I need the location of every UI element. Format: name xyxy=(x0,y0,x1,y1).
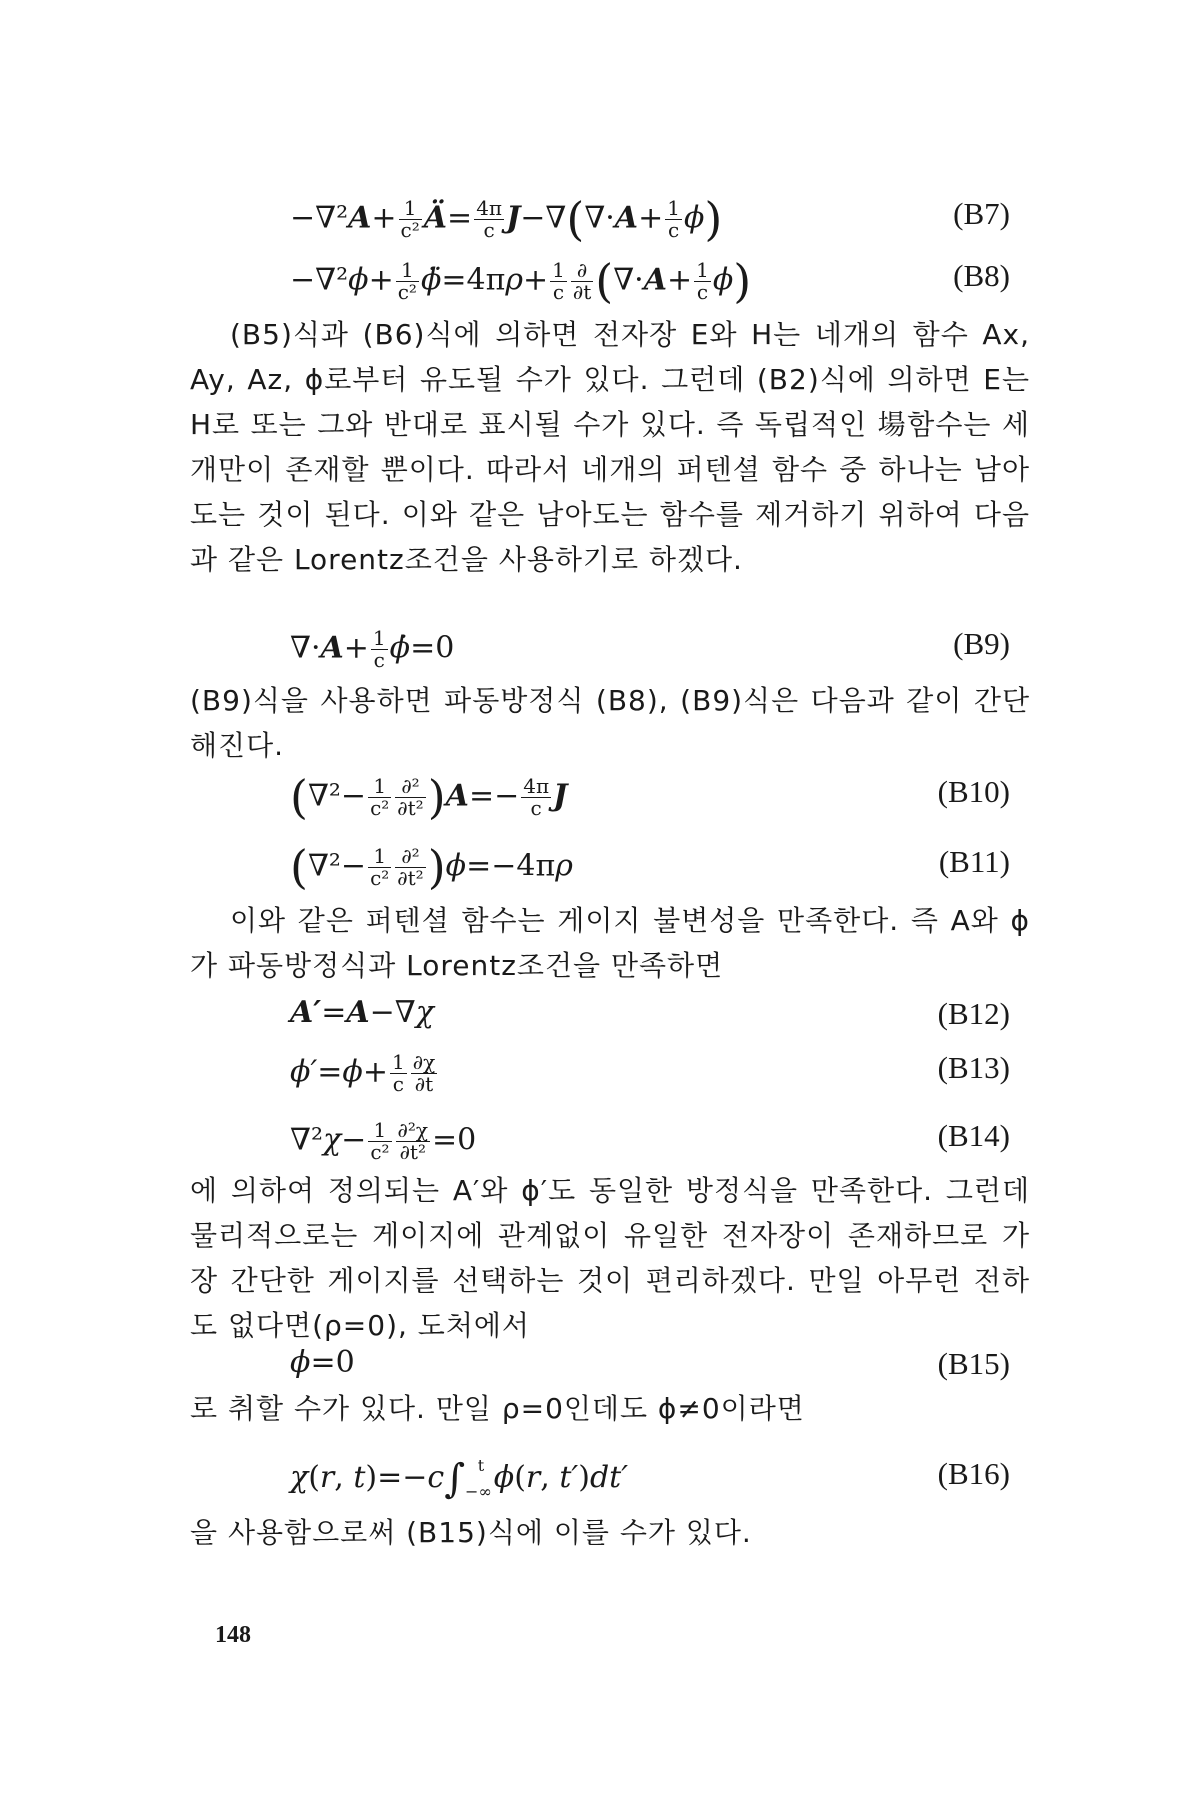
equation-b8-expression: −∇²ϕ+ $\frac{1}{\text{c²}}$ ϕ̈=4πρ+ $\frac{1}{c}$ $\frac{\partial}{\partial t}$ (∇·A+ $\frac{1}{c}$ ϕ) xyxy=(290,254,752,309)
equation-b14-number: (B14) xyxy=(937,1118,1010,1153)
paragraph-5: 로 취할 수가 있다. 만일 ρ=0인데도 ϕ≠0이라면 xyxy=(190,1392,805,1425)
equation-b11-expression: (∇²− $\frac{1}{\text{c²}}$ $\frac{\text{∂²}}{\text{∂t²}}$ )ϕ=−4πρ xyxy=(290,840,573,895)
paragraph-2: (B9)식을 사용하면 파동방정식 (B8), (B9)식은 다음과 같이 간단해진다. xyxy=(190,684,1030,762)
equation-b15-number: (B15) xyxy=(937,1346,1010,1381)
equation-b14-expression: ∇²χ− $\frac{1}{\text{c²}}$ $\frac{\text{∂²χ}}{\text{∂t²}}$ =0 xyxy=(290,1118,477,1164)
equation-b7-expression: −∇²A+ $\frac{1}{\text{c²}}$ Ä= $\frac{4\pi}{c}$ J−∇(∇·A+ $\frac{1}{c}$ ϕ) xyxy=(290,192,723,247)
equation-b13-expression: ϕ′=ϕ+ $\frac{1}{c}$ $\frac{\partial\chi}{\partial t}$ xyxy=(290,1050,436,1096)
equation-b16-expression: χ(r, $t)=-c\int_{-\infty}^t$ ϕ(r, t′)dt′ xyxy=(290,1456,629,1502)
equation-b9-expression: ∇·A+ $\frac{1}{c}$ ϕ̇=0 xyxy=(290,626,455,672)
paragraph-6: 을 사용함으로써 (B15)식에 이를 수가 있다. xyxy=(190,1516,752,1549)
paragraph-3: 이와 같은 퍼텐셜 함수는 게이지 불변성을 만족한다. 즉 A와 ϕ가 파동방정식과 Lorentz조건을 만족하면 xyxy=(190,904,1030,982)
equation-b12-expression: A′=A−∇χ xyxy=(290,995,434,1030)
equation-b10-number: (B10) xyxy=(937,774,1010,809)
equation-b10-expression: (∇²− $\frac{1}{\text{c²}}$ $\frac{\text{∂²}}{\text{∂t²}}$ )A=− $\frac{4\pi}{c}$ J xyxy=(290,770,568,825)
equation-b16-number: (B16) xyxy=(937,1456,1010,1491)
equation-b8-number: (B8) xyxy=(953,258,1010,293)
equation-b11-number: (B11) xyxy=(938,844,1010,879)
equation-b7-number: (B7) xyxy=(953,196,1010,231)
equation-b13-number: (B13) xyxy=(937,1050,1010,1085)
equation-b12-number: (B12) xyxy=(937,996,1010,1031)
page-number: 148 xyxy=(215,1622,251,1648)
equation-b15-expression: ϕ=0 xyxy=(290,1345,355,1380)
equation-b9-number: (B9) xyxy=(953,626,1010,661)
paragraph-1: (B5)식과 (B6)식에 의하면 전자장 E와 H는 네개의 함수 Ax, Ay, Az, ϕ로부터 유도될 수가 있다. 그런데 (B2)식에 의하면 E는 H로 또는 그와 반대로 표시될 수가 있다. 즉 독립적인 場함수는 세개만이 존재할 뿐이다. 따라서 네개의 퍼텐셜 함수 중 하나는 남아도는 것이 된다. 이와 같은 남아도는 함수를 제거하기 위하여 다음과 같은 Lorentz조건을 사용하기로 하겠다. xyxy=(190,318,1030,576)
paragraph-4: 에 의하여 정의되는 A′와 ϕ′도 동일한 방정식을 만족한다. 그런데 물리적으로는 게이지에 관계없이 유일한 전자장이 존재하므로 가장 간단한 게이지를 선택하는 것이 편리하겠다. 만일 아무런 전하도 없다면(ρ=0), 도처에서 xyxy=(190,1174,1030,1342)
